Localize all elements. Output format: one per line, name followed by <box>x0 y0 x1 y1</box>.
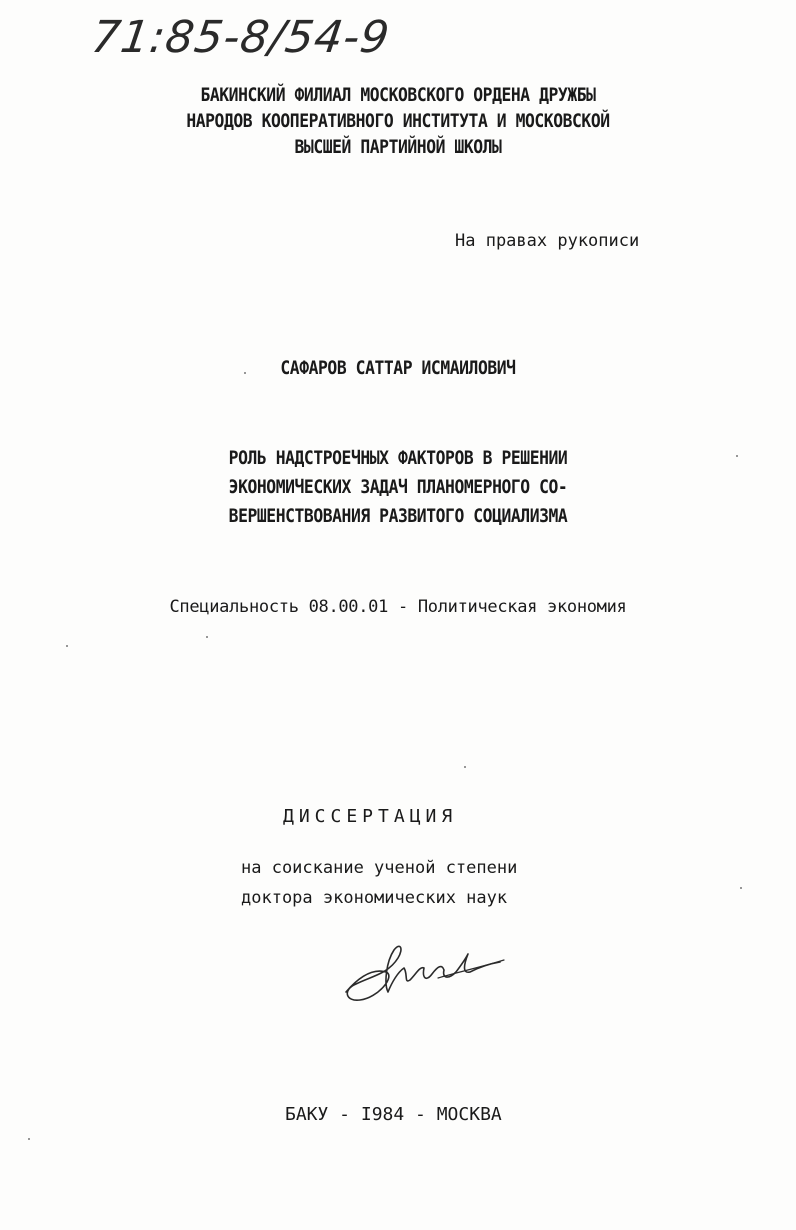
paper-speck <box>28 1138 30 1140</box>
paper-speck <box>66 645 68 647</box>
author-signature <box>338 928 508 1008</box>
title-line-3: ВЕРШЕНСТВОВАНИЯ РАЗВИТОГО СОЦИАЛИЗМА <box>228 505 568 527</box>
paper-speck <box>244 372 246 374</box>
rights-note: На правах рукописи <box>455 231 640 251</box>
document-type-heading: ДИССЕРТАЦИЯ <box>283 806 458 827</box>
institution-header <box>56 82 741 160</box>
place-and-year: БАКУ - I984 - МОСКВА <box>285 1104 502 1125</box>
dissertation-title <box>56 444 741 531</box>
degree-line-1: на соискание ученой степени <box>241 858 518 878</box>
degree-statement <box>241 853 517 913</box>
institution-line-1: БАКИНСКИЙ ФИЛИАЛ МОСКОВСКОГО ОРДЕНА ДРУЖБЫ <box>200 84 596 106</box>
institution-line-2: НАРОДОВ КООПЕРАТИВНОГО ИНСТИТУТА И МОСКОВСКОЙ <box>186 110 610 132</box>
title-line-1: РОЛЬ НАДСТРОЕЧНЫХ ФАКТОРОВ В РЕШЕНИИ <box>228 447 568 469</box>
degree-line-2: доктора экономических наук <box>241 888 508 908</box>
paper-speck <box>736 455 738 457</box>
institution-line-3: ВЫСШЕЙ ПАРТИЙНОЙ ШКОЛЫ <box>294 136 502 158</box>
paper-speck <box>740 887 742 889</box>
handwritten-archive-number: 71:85-8/54-9 <box>88 12 393 63</box>
paper-speck <box>206 636 208 638</box>
specialty-line: Специальность 08.00.01 - Политическая экономия <box>169 597 627 617</box>
paper-speck <box>464 766 466 768</box>
title-line-2: ЭКОНОМИЧЕСКИХ ЗАДАЧ ПЛАНОМЕРНОГО СО- <box>228 476 568 498</box>
author-name: САФАРОВ САТТАР ИСМАИЛОВИЧ <box>280 357 516 379</box>
